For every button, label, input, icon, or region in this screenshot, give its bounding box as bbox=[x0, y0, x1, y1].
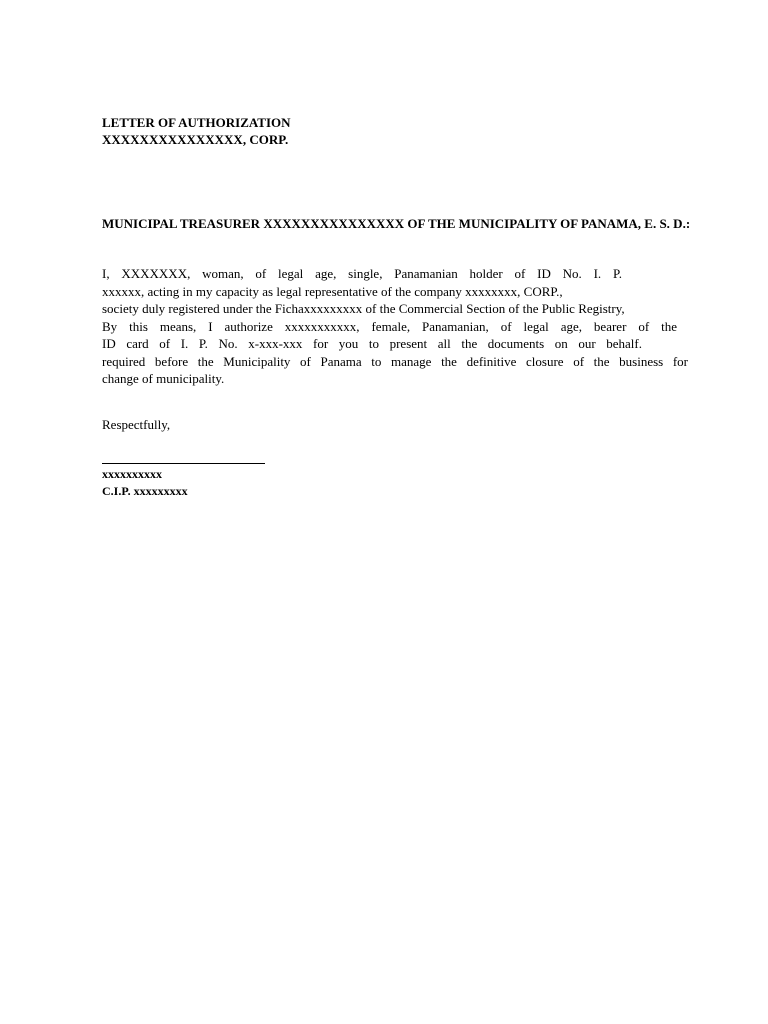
body-line-7 bbox=[102, 370, 688, 388]
letter-title: LETTER OF AUTHORIZATION bbox=[102, 115, 291, 130]
addressee-line: MUNICIPAL TREASURER XXXXXXXXXXXXXXX OF THE MUNICIPALITY OF PANAMA, E. S. D.: bbox=[102, 216, 691, 231]
body-line-text: xxxxxx, acting in my capacity as legal representative of the company xxxxxxxx, CORP., bbox=[102, 284, 563, 299]
body-line-text: required before the Municipality of Panama to manage the definitive closure of the business for bbox=[102, 354, 688, 369]
signatory-id: C.I.P. xxxxxxxxx bbox=[102, 484, 188, 498]
body-line-text: I, XXXXXXX, woman, of legal age, single, Panamanian holder of ID No. I. P. bbox=[102, 266, 622, 281]
signatory-name: xxxxxxxxxx bbox=[102, 467, 162, 481]
body-line-text: By this means, I authorize xxxxxxxxxxx, female, Panamanian, of legal age, bearer of the bbox=[102, 319, 677, 334]
body-line-text: society duly registered under the Fichaxxxxxxxxx of the Commercial Section of the Public Registry, bbox=[102, 301, 625, 316]
body-line-6 bbox=[102, 353, 688, 371]
body-line-3 bbox=[102, 300, 712, 318]
closing-salutation: Respectfully, bbox=[102, 417, 171, 432]
body-line-5 bbox=[102, 335, 642, 353]
body-line-1 bbox=[102, 265, 622, 283]
body-line-2 bbox=[102, 283, 622, 301]
body-line-text: change of municipality. bbox=[102, 371, 225, 386]
body-line-text: ID card of I. P. No. x-xxx-xxx for you to present all the documents on our behalf. bbox=[102, 336, 642, 351]
company-name: XXXXXXXXXXXXXXX, CORP. bbox=[102, 132, 289, 147]
body-line-4 bbox=[102, 318, 677, 336]
signature-line bbox=[102, 463, 265, 464]
